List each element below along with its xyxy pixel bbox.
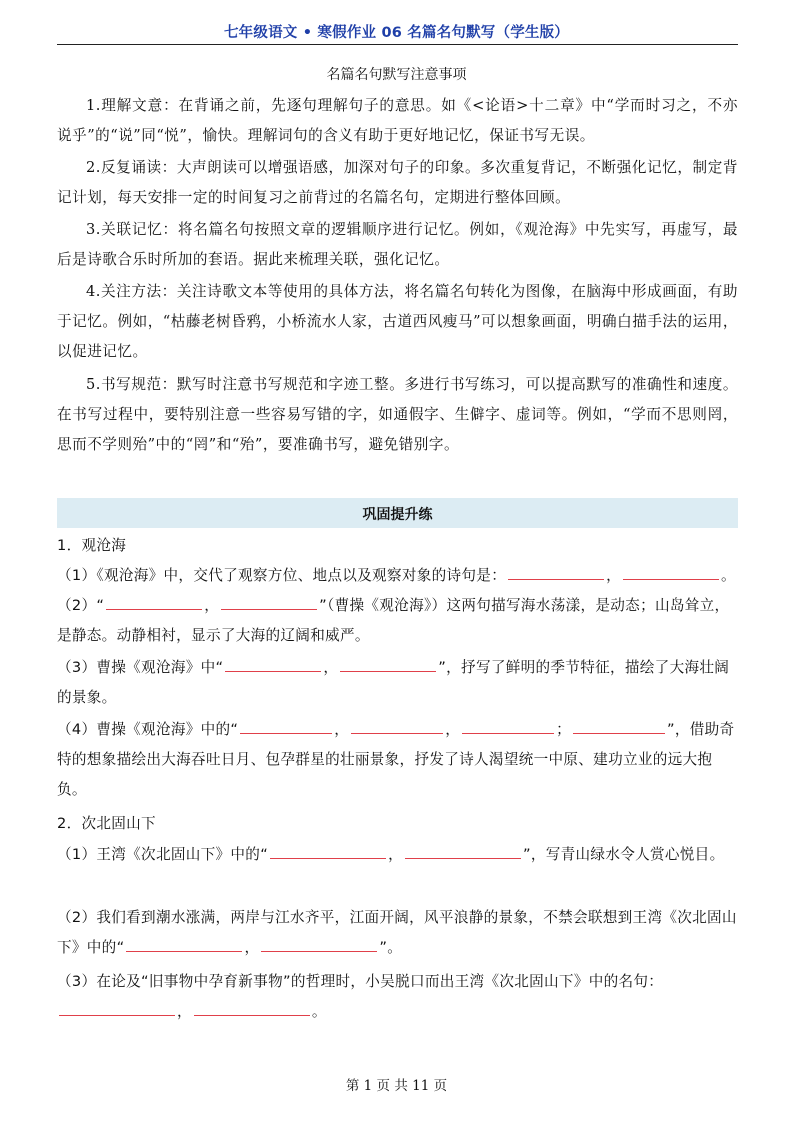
- answer-blank[interactable]: [340, 655, 436, 672]
- question-text: （1）《观沧海》中，交代了观察方位、地点以及观察对象的诗句是：: [57, 567, 507, 584]
- punctuation: ，: [445, 721, 461, 738]
- punctuation: ，: [177, 1003, 192, 1020]
- question-text: ”，写青山绿水令人赏心悦目。: [522, 846, 725, 863]
- answer-blank[interactable]: [194, 999, 310, 1016]
- punctuation: ，: [606, 567, 622, 584]
- header-divider: [57, 44, 738, 45]
- punctuation: ，: [204, 597, 220, 614]
- question-text: （3）曹操《观沧海》中“: [57, 659, 224, 676]
- answer-blank[interactable]: [225, 655, 321, 672]
- question-2-heading: 2．次北固山下: [57, 815, 156, 832]
- question-text: （1）王湾《次北固山下》中的“: [57, 846, 269, 863]
- punctuation: ；: [556, 721, 571, 738]
- question-2-2: [57, 903, 738, 963]
- question-text: ”（曹操《观沧海》）这两句描写海水荡漾，是动态；山岛耸立，是静态。动静相衬，显示了大海的辽阔和威严。: [57, 597, 730, 644]
- answer-blank[interactable]: [623, 563, 719, 580]
- section-title: 巩固提升练: [362, 507, 433, 523]
- question-text: ”，借助奇特的想象描绘出大海吞吐日月、包孕群星的壮丽景象，抒发了诗人渴望统一中原、建功立业的远大抱负。: [57, 721, 735, 798]
- question-1-3: [57, 653, 738, 713]
- note-item-4: 4.关注方法：关注诗歌文本等使用的具体方法，将名篇名句转化为图像，在脑海中形成画面，有助于记忆。例如，“枯藤老树昏鸦，小桥流水人家，古道西风瘦马”可以想象画面，明确白描手法的运用，以促进记忆。: [57, 283, 738, 360]
- answer-blank[interactable]: [573, 717, 665, 734]
- punctuation: 。: [311, 1003, 327, 1020]
- punctuation: ，: [334, 721, 350, 738]
- answer-blank[interactable]: [351, 717, 443, 734]
- question-text: ”，抒写了鲜明的季节特征，描绘了大海壮阔的景象。: [57, 659, 730, 706]
- answer-blank[interactable]: [106, 593, 202, 610]
- question-1-heading: 1．观沧海: [57, 537, 127, 554]
- punctuation: ，: [388, 846, 403, 863]
- question-2-3: [57, 967, 738, 1027]
- punctuation: 。: [721, 567, 736, 584]
- question-1-1: [57, 561, 738, 591]
- question-1-4: [57, 715, 738, 805]
- note-item-2: 2.反复诵读：大声朗读可以增强语感，加深对句子的印象。多次重复背记，不断强化记忆，制定背记计划，每天安排一定的时间复习之前背过的名篇名句，定期进行整体回顾。: [57, 159, 738, 206]
- question-text: （3）在论及“旧事物中孕育新事物”的哲理时，小吴脱口而出王湾《次北固山下》中的名句：: [57, 973, 664, 990]
- answer-blank[interactable]: [462, 717, 554, 734]
- question-text: （2）我们看到潮水涨满，两岸与江水齐平，江面开阔，风平浪静的景象，不禁会联想到王湾《次北固山下》中的“: [57, 909, 737, 956]
- answer-blank[interactable]: [261, 935, 377, 952]
- question-1-2: [57, 591, 738, 651]
- section-bar: [57, 498, 738, 528]
- notes-title: 名篇名句默写注意事项: [326, 67, 467, 83]
- answer-blank[interactable]: [270, 842, 386, 859]
- note-item-3: 3.关联记忆：将名篇名句按照文章的逻辑顺序进行记忆。例如，《观沧海》中先实写，再虚写，最后是诗歌合乐时所加的套语。据此来梳理关联，强化记忆。: [57, 221, 738, 268]
- answer-blank[interactable]: [240, 717, 332, 734]
- question-2-1: [57, 840, 738, 870]
- question-text: （2）“: [57, 597, 105, 614]
- note-item-5: 5.书写规范：默写时注意书写规范和字迹工整。多进行书写练习，可以提高默写的准确性和速度。在书写过程中，要特别注意一些容易写错的字，如通假字、生僻字、虚词等。例如，“学而不思则罔，思而不学则殆”中的“罔”和“殆”，要准确书写，避免错别字。: [57, 376, 738, 453]
- punctuation: ，: [323, 659, 339, 676]
- answer-blank[interactable]: [405, 842, 521, 859]
- answer-blank[interactable]: [221, 593, 317, 610]
- answer-blank[interactable]: [126, 935, 242, 952]
- page-header-title: 七年级语文 • 寒假作业 06 名篇名句默写（学生版）: [223, 25, 570, 41]
- page-number: 第 1 页 共 11 页: [345, 1078, 448, 1094]
- answer-blank[interactable]: [59, 999, 175, 1016]
- punctuation: ，: [244, 939, 260, 956]
- question-text: （4）曹操《观沧海》中的“: [57, 721, 239, 738]
- answer-blank[interactable]: [508, 563, 604, 580]
- note-item-1: 1.理解文意：在背诵之前，先逐句理解句子的意思。如《<论语>十二章》中“学而时习之，不亦说乎”的“说”同“悦”，愉快。理解词句的含义有助于更好地记忆，保证书写无误。: [57, 97, 738, 144]
- punctuation: ”。: [379, 939, 403, 956]
